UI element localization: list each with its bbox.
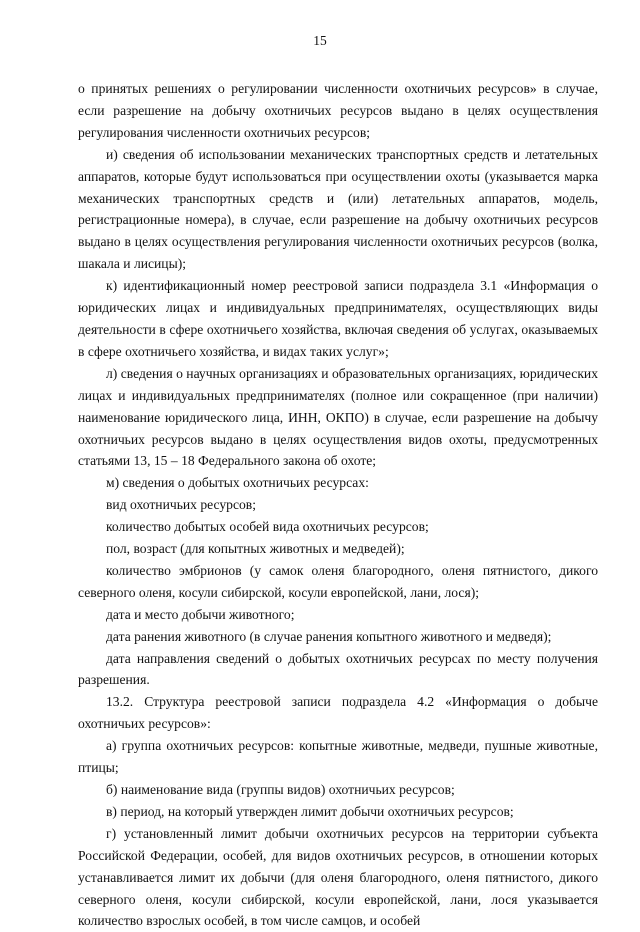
paragraph-item-l: л) сведения о научных организациях и образовательных организациях, юридических лицах и индивидуальных предпринимателях (полное или сокращенное (при наличии) наименование юридического лица, ИНН, ОКПО) в случае, если разрешение на добычу охотничьих ресурсов выдано в целях осуществления видов охоты, предусмотренных статьями 13, 15 – 18 Федерального закона об охоте; (78, 365, 598, 469)
paragraph-item-a: а) группа охотничьих ресурсов: копытные животные, медведи, пушные животные, птицы; (78, 738, 598, 776)
paragraph-item-b: б) наименование вида (группы видов) охотничьих ресурсов; (106, 782, 455, 797)
section-13-2-heading: 13.2. Структура реестровой записи подраздела 4.2 «Информация о добыче охотничьих ресурсов»: (78, 694, 598, 732)
list-item-date-place: дата и место добычи животного; (106, 606, 295, 622)
paragraph-item-v: в) период, на который утвержден лимит добычи охотничьих ресурсов; (106, 803, 514, 819)
paragraph-continuation: о принятых решениях о регулировании численности охотничьих ресурсов» в случае, если разрешение на добычу охотничьих ресурсов выдано в целях осуществления регулирования численности охотничьих ресурсов; (78, 81, 598, 140)
list-item-embryos: количество эмбрионов (у самок оленя благородного, оленя пятнистого, дикого северного оленя, косули сибирской, косули европейской, лани, лося); (78, 562, 598, 600)
paragraph-item-g: г) установленный лимит добычи охотничьих ресурсов на территории субъекта Российской Федерации, особей, для видов охотничьих ресурсов, в отношении которых устанавливается лимит их добычи (для оленя благородного, оленя пятнистого, дикого северного оленя, косули сибирской, косули европейской, лани, лося указывается количество взрослых особей, в том числе самцов, и особей (78, 825, 598, 929)
list-item-count: количество добытых особей вида охотничьих ресурсов; (106, 519, 429, 535)
paragraph-item-m: м) сведения о добытых охотничьих ресурсах: (106, 475, 369, 491)
paragraph-item-i: и) сведения об использовании механических транспортных средств и летательных аппаратов, которые будут использоваться при осуществлении охоты (указывается марка механических транспортных средств и (или) летательных аппаратов, модель, регистрационные номера), в случае, если разрешение на добычу охотничьих ресурсов выдано в целях осуществления регулирования численности охотничьих ресурсов (волка, шакала и лисицы); (78, 146, 598, 272)
paragraph-item-k: к) идентификационный номер реестровой записи подраздела 3.1 «Информация о юридических лицах и индивидуальных предпринимателях, осуществляющих виды деятельности в сфере охотничьего хозяйства, включая сведения об услугах, оказываемых в сфере охотничьего хозяйства, и видах таких услуг»; (78, 278, 598, 359)
page-number: 15 (313, 33, 327, 48)
list-item-wound-date: дата ранения животного (в случае ранения копытного животного и медведя); (106, 628, 552, 644)
list-item-species: вид охотничьих ресурсов; (106, 497, 257, 513)
list-item-report-date: дата направления сведений о добытых охотничьих ресурсах по месту получения разрешения. (78, 650, 598, 688)
document-body (78, 78, 598, 932)
list-item-sex-age: пол, возраст (для копытных животных и медведей); (106, 541, 405, 557)
